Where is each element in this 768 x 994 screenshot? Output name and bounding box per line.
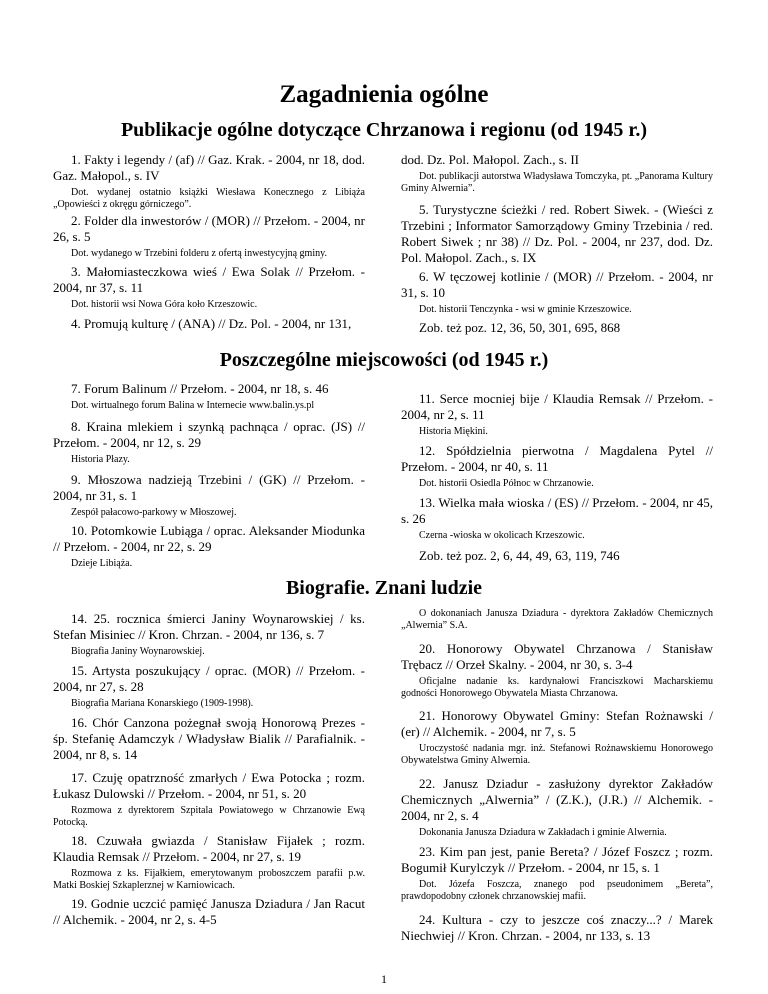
entry-note: Dot. historii wsi Nowa Góra koło Krzeszowic. (71, 299, 258, 310)
entry-text: 22. Janusz Dziadur - zasłużony dyrektor Zakładów Chemicznych „Alwernia” / (Z.K.), (J.R.) // Alchemik. - 2004, nr 2, s. 4 (401, 776, 713, 823)
entry-text: 5. Turystyczne ścieżki / red. Robert Siwek. - (Wieści z Trzebini ; Informator Samorządowy Gminy Trzebinia / red. Robert Siwek ; nr 38) // Dz. Pol. - 2004, nr 237, dod. Dz. Pol. Małopol. Zach., s. IX (401, 202, 713, 265)
entry-text: 18. Czuwała gwiazda / Stanisław Fijałek ; rozm. Klaudia Remsak // Przełom. - 2004, nr 27, s. 19 (53, 833, 365, 864)
entry-text: 24. Kultura - czy to jeszcze coś znaczy...? / Marek Niechwiej // Kron. Chrzan. - 2004, nr 133, s. 13 (401, 912, 713, 943)
entry-note: Dokonania Janusza Dziadura w Zakładach i gminie Alwernia. (419, 827, 667, 838)
entry-note: Dot. historii Tenczynka - wsi w gminie Krzeszowice. (419, 304, 632, 315)
page-number: 1 (381, 972, 387, 986)
entry-text: Zob. też poz. 12, 36, 50, 301, 695, 868 (419, 320, 621, 335)
bibliography-entry (401, 495, 713, 542)
entry-text: 6. W tęczowej kotlinie / (MOR) // Przełom. - 2004, nr 31, s. 10 (401, 269, 713, 300)
entry-text: 14. 25. rocznica śmierci Janiny Woynarowskiej / ks. Stefan Misiniec // Kron. Chrzan. - 2004, nr 136, s. 7 (53, 611, 365, 642)
entry-note: Biografia Janiny Woynarowskiej. (71, 646, 205, 657)
bibliography-entry (53, 833, 365, 892)
entry-note: Zespół pałacowo-parkowy w Młoszowej. (71, 507, 237, 518)
bibliography-entry (401, 152, 713, 195)
entry-text: dod. Dz. Pol. Małopol. Zach., s. II (401, 152, 580, 167)
entry-text: 20. Honorowy Obywatel Chrzanowa / Stanisław Trębacz // Orzeł Skalny. - 2004, nr 30, s. 3-4 (401, 641, 713, 672)
bibliography-entry (53, 896, 365, 928)
bibliography-entry (53, 419, 365, 466)
entry-note: Dot. historii Osiedla Północ w Chrzanowie. (419, 478, 594, 489)
entry-text: 17. Czuję opatrzność zmarłych / Ewa Potocka ; rozm. Łukasz Dulowski // Przełom. - 2004, nr 51, s. 20 (53, 770, 365, 801)
bibliography-entry (53, 213, 365, 260)
section-heading-places: Poszczególne miejscowości (od 1945 r.) (219, 349, 549, 371)
entry-text: 3. Małomiasteczkowa wieś / Ewa Solak // Przełom. - 2004, nr 37, s. 11 (53, 264, 365, 295)
entry-text: 23. Kim pan jest, panie Bereta? / Józef Foszcz ; rozm. Bogumił Kurylczyk // Przełom. - 2004, nr 15, s. 1 (401, 844, 713, 875)
entry-note: Uroczystość nadania mgr. inż. Stefanowi Rożnawskiemu Honorowego Obywatelstwa Gminy Alwernia. (401, 743, 713, 766)
entry-text: 7. Forum Balinum // Przełom. - 2004, nr 18, s. 46 (71, 381, 329, 396)
entry-note: Historia Płazy. (71, 454, 130, 465)
bibliography-entry (53, 152, 365, 211)
entry-text: 16. Chór Canzona pożegnał swoją Honorową Prezes - śp. Stefanię Adamczyk / Władysław Bialik // Parafialnik. - 2004, nr 8, s. 14 (53, 715, 365, 762)
entry-note: Oficjalne nadanie ks. kardynałowi Franciszkowi Macharskiemu godności Honorowego Obywatela Miasta Chrzanowa. (401, 676, 713, 699)
bibliography-entry (401, 269, 713, 316)
bibliography-entry (401, 548, 713, 564)
bibliography-entry (401, 202, 713, 266)
entry-text: 1. Fakty i legendy / (af) // Gaz. Krak. - 2004, nr 18, dod. Gaz. Małopol., s. IV (53, 152, 365, 183)
entry-text: Zob. też poz. 2, 6, 44, 49, 63, 119, 746 (419, 548, 620, 563)
entry-note: Rozmowa z dyrektorem Szpitala Powiatowego w Chrzanowie Ewą Potocką. (53, 805, 365, 828)
bibliography-entry (401, 608, 713, 632)
entry-note: O dokonaniach Janusza Dziadura - dyrektora Zakładów Chemicznych „Alwernia” S.A. (401, 608, 713, 631)
bibliography-entry (401, 912, 713, 944)
entry-text: 11. Serce mocniej bije / Klaudia Remsak // Przełom. - 2004, nr 2, s. 11 (401, 391, 713, 422)
bibliography-entry (53, 472, 365, 519)
bibliography-entry (53, 264, 365, 311)
entry-text: 21. Honorowy Obywatel Gminy: Stefan Rożnawski / (er) // Alchemik. - 2004, nr 7, s. 5 (401, 708, 713, 739)
bibliography-entry (53, 715, 365, 763)
bibliography-entry (401, 844, 713, 903)
page-title: Zagadnienia ogólne (279, 81, 489, 108)
bibliography-entry (401, 320, 713, 336)
entry-text: 4. Promują kulturę / (ANA) // Dz. Pol. - 2004, nr 131, (71, 316, 352, 331)
entry-note: Czerna -wioska w okolicach Krzeszowic. (419, 530, 585, 541)
entry-text: 12. Spółdzielnia pierwotna / Magdalena Pytel // Przełom. - 2004, nr 40, s. 11 (401, 443, 713, 474)
bibliography-entry (401, 391, 713, 438)
entry-note: Dot. Józefa Foszcza, znanego pod pseudonimem „Bereta”, prawdopodobny członek chrzanowskiej mafii. (401, 879, 713, 902)
bibliography-entry (401, 641, 713, 700)
bibliography-entry (53, 663, 365, 710)
section-heading-publications: Publikacje ogólne dotyczące Chrzanowa i regionu (od 1945 r.) (120, 119, 648, 141)
entry-note: Dot. wydanego w Trzebini folderu z ofertą inwestycyjną gminy. (71, 248, 327, 259)
entry-note: Dot. wirtualnego forum Balina w Internecie www.balin.ys.pl (71, 400, 315, 411)
entry-note: Dot. publikacji autorstwa Władysława Tomczyka, pt. „Panorama Kultury Gminy Alwernia”. (401, 171, 713, 194)
entry-note: Biografia Mariana Konarskiego (1909-1998). (71, 698, 254, 709)
entry-note: Dot. wydanej ostatnio książki Wiesława Konecznego z Libiąża „Opowieści z okręgu górniczego”. (53, 187, 365, 210)
section-heading-biographies: Biografie. Znani ludzie (285, 577, 483, 599)
entry-text: 2. Folder dla inwestorów / (MOR) // Przełom. - 2004, nr 26, s. 5 (53, 213, 365, 244)
entry-note: Rozmowa z ks. Fijałkiem, emerytowanym proboszczem parafii p.w. Matki Boskiej Szkaplerznej w Karniowicach. (53, 868, 365, 891)
entry-text: 9. Młoszowa nadzieją Trzebini / (GK) // Przełom. - 2004, nr 31, s. 1 (53, 472, 365, 503)
entry-text: 13. Wielka mała wioska / (ES) // Przełom. - 2004, nr 45, s. 26 (401, 495, 713, 526)
bibliography-entry (53, 316, 365, 332)
bibliography-entry (53, 770, 365, 829)
bibliography-entry (53, 523, 365, 570)
entry-text: 8. Kraina mlekiem i szynką pachnąca / oprac. (JS) // Przełom. - 2004, nr 12, s. 29 (53, 419, 365, 450)
entry-text: 10. Potomkowie Lubiąga / oprac. Aleksander Miodunka // Przełom. - 2004, nr 22, s. 29 (53, 523, 365, 554)
bibliography-entry (401, 776, 713, 839)
entry-note: Historia Miękini. (419, 426, 488, 437)
entry-text: 15. Artysta poszukujący / oprac. (MOR) // Przełom. - 2004, nr 27, s. 28 (53, 663, 365, 694)
bibliography-entry (401, 708, 713, 767)
bibliography-entry (53, 611, 365, 658)
bibliography-entry (53, 381, 365, 412)
entry-note: Dzieje Libiąża. (71, 558, 133, 569)
bibliography-entry (401, 443, 713, 490)
entry-text: 19. Godnie uczcić pamięć Janusza Dziadura / Jan Racut // Alchemik. - 2004, nr 2, s. 4-5 (53, 896, 365, 927)
